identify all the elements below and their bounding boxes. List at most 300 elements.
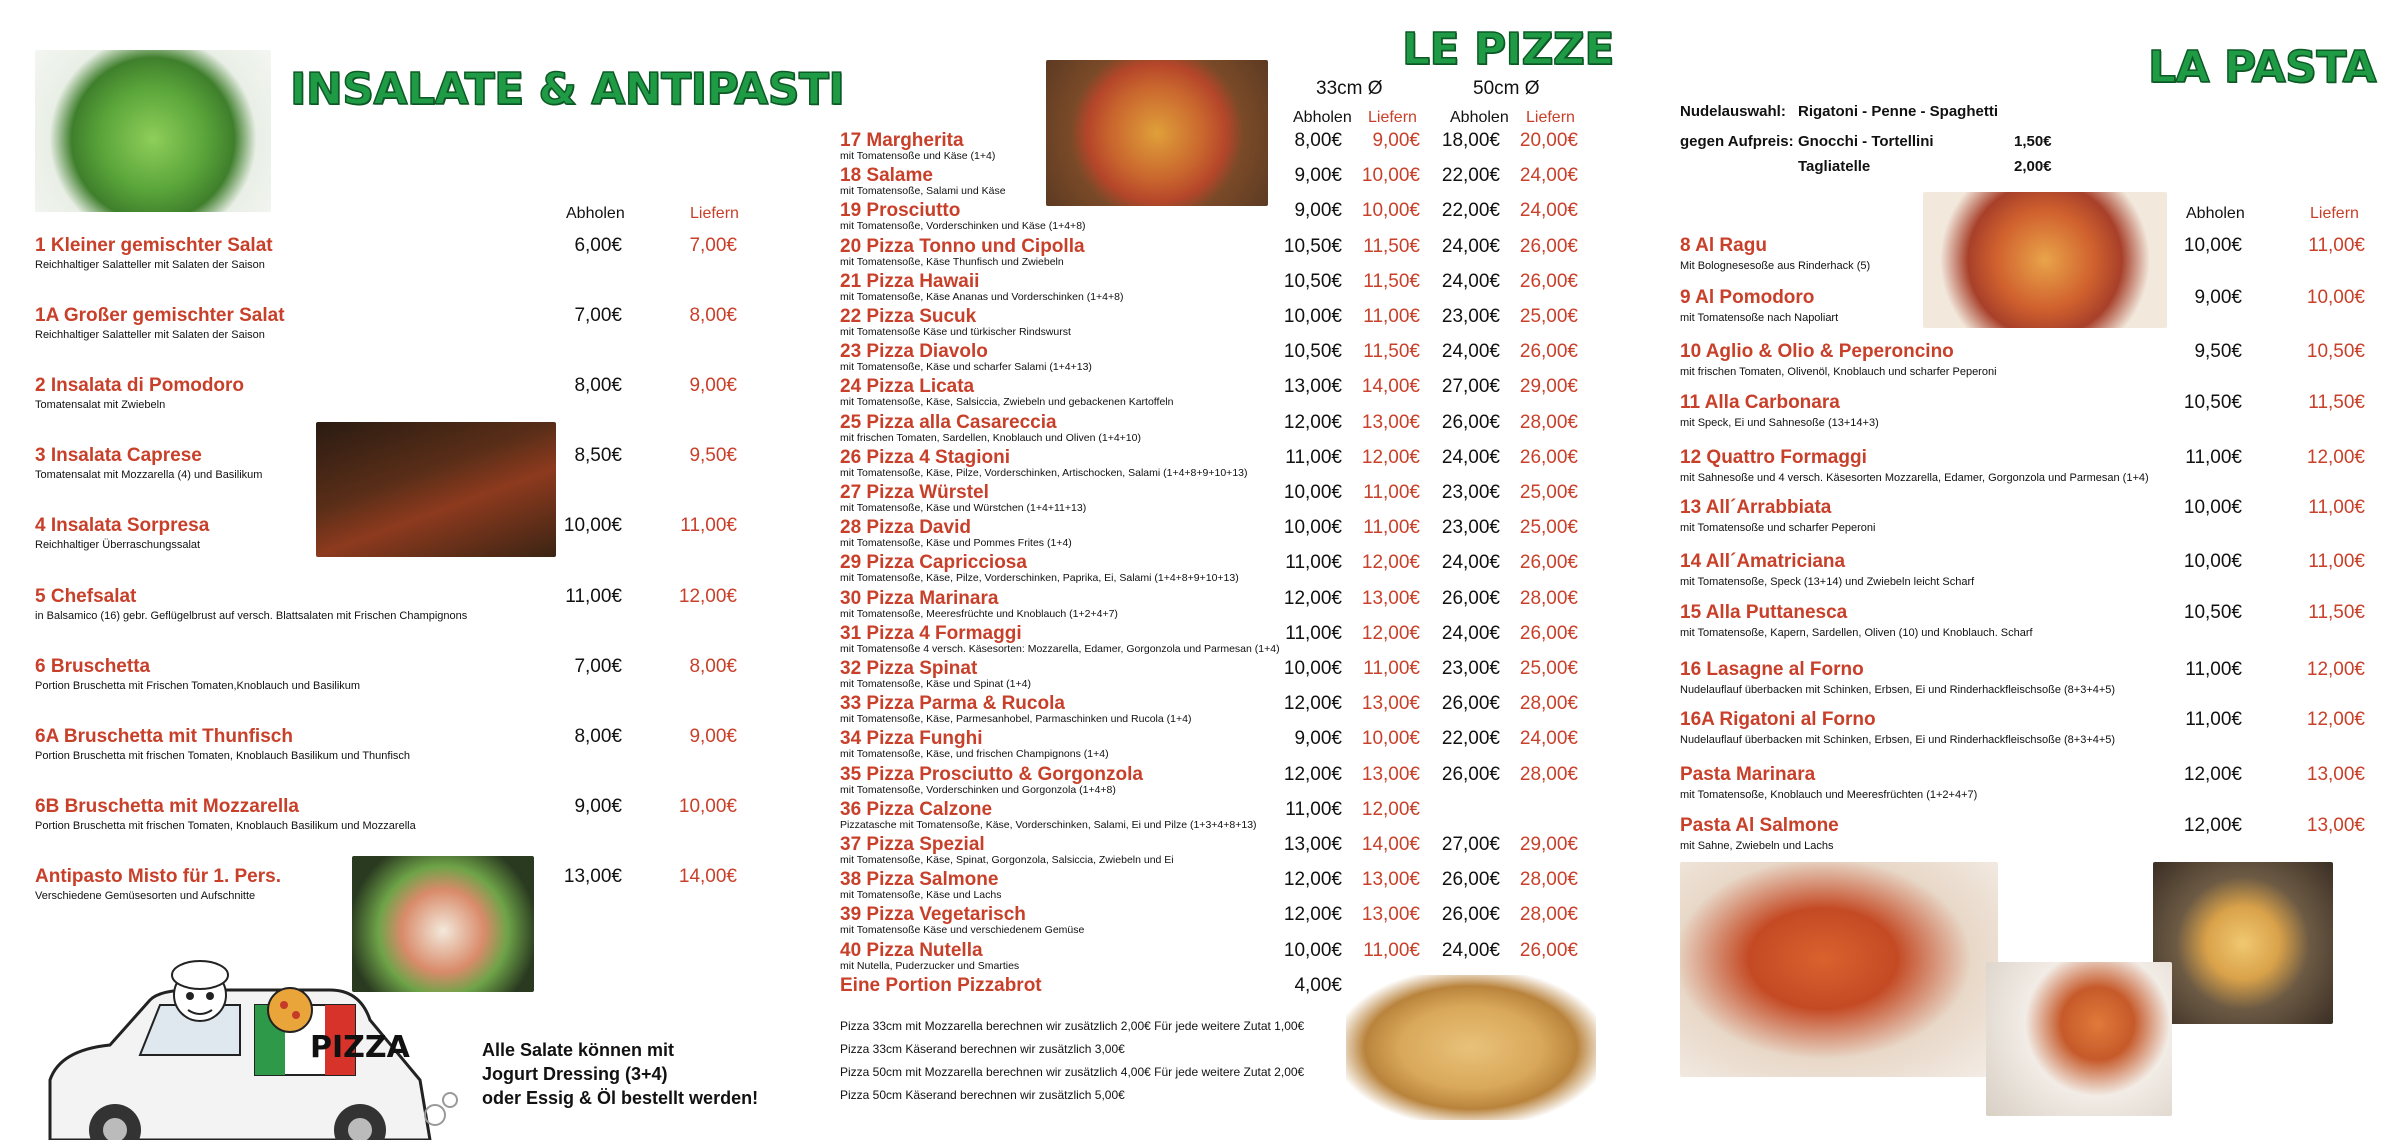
salad-photo [35, 50, 271, 212]
item-price-pickup-50: 23,00€ [1441, 306, 1500, 327]
item-description: mit frischen Tomaten, Sardellen, Knoblauch und Oliven (1+4+10) [840, 432, 1141, 444]
item-name: 8 Al Ragu [1680, 235, 1767, 256]
item-name: 6 Bruschetta [35, 656, 151, 677]
item-price-pickup-50: 24,00€ [1441, 447, 1500, 468]
pizzabread-photo [1346, 975, 1596, 1120]
pizza-header-pickup-50: Abholen [1450, 109, 1509, 126]
surcharge-label: gegen Aufpreis: [1680, 133, 1794, 150]
item-price-delivery: 13,00€ [2306, 764, 2365, 785]
menu-item [820, 271, 1620, 305]
item-price-delivery: 11,00€ [680, 515, 737, 536]
item-name: 27 Pizza Würstel [840, 482, 989, 503]
item-price-delivery: 10,00€ [678, 796, 737, 817]
dressing-note [482, 1038, 758, 1110]
item-name: 25 Pizza alla Casareccia [840, 412, 1057, 433]
menu-item [0, 866, 770, 906]
menu-item [820, 341, 1620, 375]
item-price-pickup-50: 24,00€ [1441, 341, 1500, 362]
menu-item [820, 165, 1620, 199]
pizza-size-33: 33cm Ø [1316, 78, 1383, 99]
gnocchi-photo [2153, 862, 2333, 1024]
item-price-pickup-33: 13,00€ [1283, 376, 1342, 397]
item-price-pickup: 12,00€ [2183, 764, 2242, 785]
item-price-pickup: 10,50€ [2183, 392, 2242, 413]
item-price-pickup-50: 27,00€ [1441, 376, 1500, 397]
menu-item [1680, 392, 2400, 436]
item-description: mit Tomatensoße, Käse und Würstchen (1+4+11+13) [840, 502, 1087, 514]
item-name: 14 All´Amatriciana [1680, 551, 1846, 572]
item-description: mit Tomatensoße, Knoblauch und Meeresfrüchten (1+2+4+7) [1680, 789, 1978, 801]
item-name: 5 Chefsalat [35, 586, 137, 607]
menu-item [820, 588, 1620, 622]
item-price-pickup-50: 26,00€ [1441, 412, 1500, 433]
item-name: 17 Margherita [840, 130, 964, 151]
item-price-pickup: 10,00€ [2183, 551, 2242, 572]
item-name: 30 Pizza Marinara [840, 588, 999, 609]
menu-item [0, 305, 770, 345]
item-name: 40 Pizza Nutella [840, 940, 983, 961]
lasagne-photo [1680, 862, 1998, 1077]
item-price-delivery-33: 11,00€ [1363, 940, 1420, 961]
item-name: 6B Bruschetta mit Mozzarella [35, 796, 299, 817]
item-price-delivery: 11,00€ [2308, 235, 2365, 256]
item-description: mit Tomatensoße, Käse, Salsiccia, Zwiebeln und gebackenen Kartoffeln [840, 396, 1174, 408]
item-price-pickup-33: 10,00€ [1283, 517, 1342, 538]
item-price-pickup-33: 13,00€ [1283, 834, 1342, 855]
item-price-pickup-50: 26,00€ [1441, 693, 1500, 714]
item-name: 26 Pizza 4 Stagioni [840, 447, 1010, 468]
item-price-pickup: 6,00€ [574, 235, 622, 256]
pasta-header-delivery: Liefern [2310, 205, 2359, 222]
item-price-pickup-33: 12,00€ [1283, 869, 1342, 890]
item-description: mit Sahnesoße und 4 versch. Käsesorten Mozzarella, Edamer, Gorgonzola und Parmesan (1+4) [1680, 472, 2149, 484]
menu-item [1680, 447, 2400, 491]
menu-item [0, 235, 770, 275]
item-price-delivery-33: 12,00€ [1361, 447, 1420, 468]
item-name: 29 Pizza Capricciosa [840, 552, 1027, 573]
menu-item [0, 726, 770, 766]
item-name: 34 Pizza Funghi [840, 728, 983, 749]
menu-item [1680, 497, 2400, 541]
item-description: mit Tomatensoße, Käse, Spinat, Gorgonzola, Salsiccia, Zwiebeln und Ei [840, 854, 1174, 866]
item-name: 4 Insalata Sorpresa [35, 515, 210, 536]
item-price-delivery-33: 14,00€ [1361, 376, 1420, 397]
item-price-pickup-33: 9,00€ [1294, 165, 1342, 186]
menu-item [0, 796, 770, 836]
menu-item [0, 375, 770, 415]
menu-item [820, 306, 1620, 340]
item-price-pickup-33: 10,50€ [1283, 271, 1342, 292]
item-description: mit Tomatensoße 4 versch. Käsesorten: Mozzarella, Edamer, Gorgonzola und Parmesan (1+4) [840, 643, 1280, 655]
item-price-delivery-50: 28,00€ [1519, 764, 1578, 785]
item-name: Antipasto Misto für 1. Pers. [35, 866, 281, 887]
item-name: 37 Pizza Spezial [840, 834, 985, 855]
item-price-pickup: 10,50€ [2183, 602, 2242, 623]
item-price-delivery-50: 28,00€ [1519, 412, 1578, 433]
item-price-pickup-33: 9,00€ [1294, 728, 1342, 749]
item-price-pickup-50: 26,00€ [1441, 764, 1500, 785]
item-price-pickup: 11,00€ [2185, 709, 2242, 730]
item-description: mit Tomatensoße und Käse (1+4) [840, 150, 996, 162]
item-description: mit Tomatensoße, Speck (13+14) und Zwiebeln leicht Scharf [1680, 576, 1975, 588]
antipasti-header-delivery: Liefern [690, 205, 739, 222]
item-price-pickup-50: 23,00€ [1441, 658, 1500, 679]
menu-item [820, 482, 1620, 516]
item-price-delivery-33: 13,00€ [1361, 869, 1420, 890]
item-price-delivery-50: 25,00€ [1519, 482, 1578, 503]
item-price-pickup-50: 24,00€ [1441, 623, 1500, 644]
item-price-delivery-50: 28,00€ [1519, 904, 1578, 925]
dressing-note-line: Jogurt Dressing (3+4) [482, 1064, 668, 1084]
item-price-pickup-50: 22,00€ [1441, 165, 1500, 186]
item-name: 15 Alla Puttanesca [1680, 602, 1848, 623]
truck-sign: PIZZA [310, 1030, 410, 1065]
item-price-pickup-33: 9,00€ [1294, 200, 1342, 221]
item-price-pickup: 10,00€ [563, 515, 622, 536]
item-price-delivery: 11,00€ [2308, 497, 2365, 518]
item-price-pickup: 7,00€ [574, 305, 622, 326]
item-price-pickup-33: 10,50€ [1283, 341, 1342, 362]
item-name: 31 Pizza 4 Formaggi [840, 623, 1022, 644]
item-price-delivery: 11,50€ [2308, 392, 2365, 413]
item-price-delivery-50: 24,00€ [1519, 165, 1578, 186]
item-name: 9 Al Pomodoro [1680, 287, 1815, 308]
item-price-pickup-33: 11,00€ [1285, 623, 1342, 644]
item-description: Portion Bruschetta mit frischen Tomaten, Knoblauch Basilikum und Mozzarella [35, 820, 416, 832]
menu-item [820, 693, 1620, 727]
item-price-delivery-50: 26,00€ [1519, 271, 1578, 292]
item-name: 24 Pizza Licata [840, 376, 975, 397]
item-description: mit Tomatensoße, Käse und scharfer Salami (1+4+13) [840, 361, 1092, 373]
item-price-pickup: 11,00€ [565, 586, 622, 607]
item-name: 39 Pizza Vegetarisch [840, 904, 1026, 925]
item-description: mit Speck, Ei und Sahnesoße (13+14+3) [1680, 417, 1879, 429]
item-price-delivery-33: 13,00€ [1361, 764, 1420, 785]
item-price-delivery: 9,00€ [689, 726, 737, 747]
item-price-delivery-33: 12,00€ [1361, 552, 1420, 573]
item-description: mit Tomatensoße, Käse Thunfisch und Zwiebeln [840, 256, 1064, 268]
item-name: 20 Pizza Tonno und Cipolla [840, 236, 1085, 257]
menu-item [820, 799, 1620, 833]
item-price-delivery-50: 26,00€ [1519, 940, 1578, 961]
item-price-pickup: 7,00€ [574, 656, 622, 677]
menu-item [1680, 235, 2400, 279]
item-name: 28 Pizza David [840, 517, 971, 538]
menu-item [820, 447, 1620, 481]
item-price-delivery-50: 26,00€ [1519, 236, 1578, 257]
item-price-delivery-33: 11,00€ [1363, 306, 1420, 327]
item-name: Pasta Al Salmone [1680, 815, 1839, 836]
item-description: mit Tomatensoße, Käse und Lachs [840, 889, 1002, 901]
item-price-pickup: 11,00€ [2185, 447, 2242, 468]
item-price-delivery: 9,00€ [689, 375, 737, 396]
item-price-pickup: 9,50€ [2194, 341, 2242, 362]
item-price-delivery: 11,50€ [2308, 602, 2365, 623]
item-price-delivery-50: 29,00€ [1519, 834, 1578, 855]
pizza-header-pickup-33: Abholen [1293, 109, 1352, 126]
item-name: Pasta Marinara [1680, 764, 1816, 785]
item-price-pickup-33: 10,00€ [1283, 306, 1342, 327]
menu-item [1680, 602, 2400, 646]
pizza-header-delivery-50: Liefern [1526, 109, 1575, 126]
item-price-delivery-33: 11,50€ [1363, 271, 1420, 292]
menu-item [820, 904, 1620, 938]
item-name: 11 Alla Carbonara [1680, 392, 1840, 413]
item-description: Portion Bruschetta mit frischen Tomaten, Knoblauch Basilikum und Thunfisch [35, 750, 411, 762]
item-price-delivery: 12,00€ [678, 586, 737, 607]
item-price-delivery: 8,00€ [689, 656, 737, 677]
item-description: Tomatensalat mit Zwiebeln [35, 399, 166, 411]
item-price-delivery-33: 10,00€ [1361, 200, 1420, 221]
dressing-note-line: Alle Salate können mit [482, 1040, 675, 1060]
antipasti-section [0, 0, 845, 1140]
item-price-pickup-50: 27,00€ [1441, 834, 1500, 855]
dressing-note-line: oder Essig & Öl bestellt werden! [482, 1088, 759, 1108]
item-description: mit Tomatensoße und scharfer Peperoni [1680, 522, 1876, 534]
menu-item [0, 445, 770, 485]
item-price-delivery: 10,50€ [2306, 341, 2365, 362]
item-price-delivery-50: 20,00€ [1519, 130, 1578, 151]
item-price-pickup-33: 12,00€ [1283, 904, 1342, 925]
pizza-section [820, 0, 1620, 1140]
item-name: 13 All´Arrabbiata [1680, 497, 1832, 518]
menu-item [820, 130, 1620, 164]
pasta-section [1680, 0, 2400, 1140]
item-price-pickup: 10,00€ [2183, 497, 2242, 518]
item-name: 3 Insalata Caprese [35, 445, 202, 466]
item-description: mit Nutella, Puderzucker und Smarties [840, 960, 1020, 972]
item-name: 10 Aglio & Olio & Peperoncino [1680, 341, 1954, 362]
item-description: Reichhaltiger Salatteller mit Salaten der Saison [35, 259, 265, 271]
item-price-pickup-33: 12,00€ [1283, 412, 1342, 433]
item-price-delivery-50: 24,00€ [1519, 728, 1578, 749]
item-name: 6A Bruschetta mit Thunfisch [35, 726, 293, 747]
item-price-delivery-50: 26,00€ [1519, 552, 1578, 573]
item-description: mit Tomatensoße, Käse und Pommes Frites (1+4) [840, 537, 1072, 549]
item-price-delivery-50: 28,00€ [1519, 693, 1578, 714]
item-name: 16 Lasagne al Forno [1680, 659, 1864, 680]
item-price-delivery-33: 13,00€ [1361, 904, 1420, 925]
rigatoni-photo [1986, 962, 2172, 1116]
item-description: Verschiedene Gemüsesorten und Aufschnitte [35, 890, 256, 902]
antipasti-title: INSALATE & ANTIPASTI [290, 64, 845, 115]
item-name: 33 Pizza Parma & Rucola [840, 693, 1065, 714]
menu-item [0, 586, 770, 626]
item-price-delivery-50: 28,00€ [1519, 588, 1578, 609]
item-price-delivery-33: 9,00€ [1372, 130, 1420, 151]
item-price-pickup: 13,00€ [563, 866, 622, 887]
item-price-pickup: 11,00€ [2185, 659, 2242, 680]
item-description: in Balsamico (16) gebr. Geflügelbrust auf versch. Blattsalaten mit Frischen Champignons [35, 610, 468, 622]
item-description: mit Tomatensoße, Käse, Parmesanhobel, Parmaschinken und Rucola (1+4) [840, 713, 1192, 725]
item-price-pickup-33: 8,00€ [1294, 130, 1342, 151]
menu-item [820, 728, 1620, 762]
item-price-delivery-50: 26,00€ [1519, 623, 1578, 644]
item-price-pickup: 8,00€ [574, 375, 622, 396]
menu-item [820, 623, 1620, 657]
item-description: mit Tomatensoße, Käse, Pilze, Vorderschinken, Artischocken, Salami (1+4+8+9+10+13) [840, 467, 1248, 479]
item-name: 1 Kleiner gemischter Salat [35, 235, 273, 256]
item-description: mit Tomatensoße nach Napoliart [1680, 312, 1839, 324]
menu-item [1680, 764, 2400, 808]
pizza-header-delivery-33: Liefern [1368, 109, 1417, 126]
item-price-delivery-33: 11,00€ [1363, 517, 1420, 538]
item-price-delivery-33: 11,50€ [1363, 341, 1420, 362]
item-description: mit Tomatensoße, Käse, und frischen Champignons (1+4) [840, 748, 1109, 760]
menu-item [820, 764, 1620, 798]
delivery-truck-illustration [40, 960, 470, 1140]
item-price-pickup-50: 26,00€ [1441, 869, 1500, 890]
item-name: 19 Prosciutto [840, 200, 961, 221]
pasta-header-pickup: Abholen [2186, 205, 2245, 222]
item-price-pickup-33: 10,00€ [1283, 940, 1342, 961]
pizza-note: Pizza 33cm Käserand berechnen wir zusätzlich 3,00€ [840, 1042, 1125, 1056]
item-description: mit Sahne, Zwiebeln und Lachs [1680, 840, 1834, 852]
item-price-delivery-33: 11,00€ [1363, 482, 1420, 503]
item-price-pickup-33: 11,00€ [1285, 552, 1342, 573]
menu-item [1680, 551, 2400, 595]
item-price-delivery: 11,00€ [2308, 551, 2365, 572]
item-description: mit Tomatensoße Käse und verschiedenem Gemüse [840, 924, 1085, 936]
item-price-delivery: 12,00€ [2306, 659, 2365, 680]
item-description: Reichhaltiger Überraschungssalat [35, 539, 201, 551]
item-name: 16A Rigatoni al Forno [1680, 709, 1876, 730]
item-price-delivery-33: 13,00€ [1361, 588, 1420, 609]
menu-item [820, 834, 1620, 868]
item-price-pickup: 12,00€ [2183, 815, 2242, 836]
item-price-pickup-50: 22,00€ [1441, 200, 1500, 221]
item-description: Tomatensalat mit Mozzarella (4) und Basilikum [35, 469, 263, 481]
antipasti-header-pickup: Abholen [566, 205, 625, 222]
item-name: Eine Portion Pizzabrot [840, 975, 1042, 996]
item-name: 22 Pizza Sucuk [840, 306, 977, 327]
item-price-delivery: 7,00€ [689, 235, 737, 256]
menu-item [820, 552, 1620, 586]
pizza-title: LE PIZZE [1402, 24, 1614, 75]
item-price-delivery-33: 13,00€ [1361, 412, 1420, 433]
surcharge-item: Tagliatelle [1798, 158, 1871, 175]
item-description: mit Tomatensoße, Kapern, Sardellen, Oliven (10) und Knoblauch. Scharf [1680, 627, 2033, 639]
item-price-pickup: 8,00€ [574, 726, 622, 747]
item-price-delivery-50: 26,00€ [1519, 341, 1578, 362]
item-description: mit Tomatensoße, Käse Ananas und Vorderschinken (1+4+8) [840, 291, 1124, 303]
item-price-pickup-50: 26,00€ [1441, 904, 1500, 925]
menu-item [1680, 659, 2400, 703]
item-name: 36 Pizza Calzone [840, 799, 993, 820]
item-description: Nudelauflauf überbacken mit Schinken, Erbsen, Ei und Rinderhackfleischsoße (8+3+4+5) [1680, 684, 2116, 696]
menu-item [820, 869, 1620, 903]
item-price-pickup-33: 11,00€ [1285, 447, 1342, 468]
item-price-pickup-33: 12,00€ [1283, 764, 1342, 785]
item-description: Reichhaltiger Salatteller mit Salaten der Saison [35, 329, 265, 341]
item-price-pickup-33: 11,00€ [1285, 799, 1342, 820]
item-price-pickup-33: 10,00€ [1283, 658, 1342, 679]
item-description: Pizzatasche mit Tomatensoße, Käse, Vorderschinken, Salami, Ei und Pilze (1+3+4+8+13) [840, 819, 1257, 831]
item-price-delivery: 10,00€ [2306, 287, 2365, 308]
item-price-pickup-50: 24,00€ [1441, 552, 1500, 573]
item-price-delivery: 14,00€ [678, 866, 737, 887]
item-description: mit Tomatensoße, Vorderschinken und Käse (1+4+8) [840, 220, 1086, 232]
item-price-delivery-50: 28,00€ [1519, 869, 1578, 890]
item-price-pickup-50: 23,00€ [1441, 517, 1500, 538]
item-price-pickup-50: 23,00€ [1441, 482, 1500, 503]
item-price-delivery-50: 26,00€ [1519, 447, 1578, 468]
item-name: 21 Pizza Hawaii [840, 271, 980, 292]
item-price-delivery-33: 12,00€ [1361, 623, 1420, 644]
item-description: mit Tomatensoße, Meeresfrüchte und Knoblauch (1+2+4+7) [840, 608, 1118, 620]
item-price-pickup-33: 10,00€ [1283, 482, 1342, 503]
surcharge-price: 1,50€ [2014, 133, 2052, 150]
item-name: 32 Pizza Spinat [840, 658, 978, 679]
menu-item [820, 236, 1620, 270]
item-price-pickup: 10,00€ [2183, 235, 2242, 256]
menu-item [1680, 287, 2400, 331]
menu-item [820, 517, 1620, 551]
item-price-delivery-50: 25,00€ [1519, 658, 1578, 679]
item-price-pickup-33: 10,50€ [1283, 236, 1342, 257]
item-price-pickup-50: 22,00€ [1441, 728, 1500, 749]
surcharge-item: Gnocchi - Tortellini [1798, 133, 1934, 150]
surcharge-price: 2,00€ [2014, 158, 2052, 175]
item-description: mit Tomatensoße, Vorderschinken und Gorgonzola (1+4+8) [840, 784, 1116, 796]
menu-item [1680, 341, 2400, 385]
item-price-delivery-33: 10,00€ [1361, 165, 1420, 186]
item-price-pickup-33: 4,00€ [1294, 975, 1342, 996]
item-description: mit Tomatensoße, Käse, Pilze, Vorderschinken, Paprika, Ei, Salami (1+4+8+9+10+13) [840, 572, 1239, 584]
item-price-pickup-50: 18,00€ [1441, 130, 1500, 151]
item-name: 38 Pizza Salmone [840, 869, 999, 890]
item-price-pickup: 9,00€ [574, 796, 622, 817]
item-name: 12 Quattro Formaggi [1680, 447, 1867, 468]
item-price-delivery-50: 24,00€ [1519, 200, 1578, 221]
item-price-pickup: 9,00€ [2194, 287, 2242, 308]
pasta-title: LA PASTA [2148, 42, 2377, 93]
item-description: Mit Bolognesesoße aus Rinderhack (5) [1680, 260, 1871, 272]
pizza-note: Pizza 33cm mit Mozzarella berechnen wir zusätzlich 2,00€ Für jede weitere Zutat 1,00€ [840, 1019, 1305, 1033]
item-price-pickup: 8,50€ [574, 445, 622, 466]
item-price-delivery: 13,00€ [2306, 815, 2365, 836]
item-price-delivery: 12,00€ [2306, 709, 2365, 730]
item-price-pickup-50: 24,00€ [1441, 271, 1500, 292]
item-price-pickup-50: 24,00€ [1441, 940, 1500, 961]
item-price-pickup-33: 12,00€ [1283, 588, 1342, 609]
item-name: 18 Salame [840, 165, 933, 186]
item-description: Nudelauflauf überbacken mit Schinken, Erbsen, Ei und Rinderhackfleischsoße (8+3+4+5) [1680, 734, 2116, 746]
item-price-pickup-50: 26,00€ [1441, 588, 1500, 609]
item-price-delivery: 8,00€ [689, 305, 737, 326]
item-price-delivery-33: 14,00€ [1361, 834, 1420, 855]
item-price-delivery: 9,50€ [689, 445, 737, 466]
item-price-delivery-33: 11,50€ [1363, 236, 1420, 257]
menu-item [0, 515, 770, 555]
item-description: mit Tomatensoße Käse und türkischer Rindswurst [840, 326, 1071, 338]
item-name: 1A Großer gemischter Salat [35, 305, 285, 326]
menu-item [820, 658, 1620, 692]
menu-item [820, 412, 1620, 446]
item-price-delivery-33: 10,00€ [1361, 728, 1420, 749]
item-price-delivery-33: 11,00€ [1363, 658, 1420, 679]
menu-item [820, 376, 1620, 410]
item-description: mit Tomatensoße, Salami und Käse [840, 185, 1006, 197]
item-price-delivery: 12,00€ [2306, 447, 2365, 468]
item-name: 23 Pizza Diavolo [840, 341, 988, 362]
item-price-delivery-50: 25,00€ [1519, 306, 1578, 327]
item-price-delivery-50: 25,00€ [1519, 517, 1578, 538]
item-price-delivery-33: 13,00€ [1361, 693, 1420, 714]
menu-item [820, 940, 1620, 974]
item-name: 2 Insalata di Pomodoro [35, 375, 245, 396]
item-description: mit Tomatensoße, Käse und Spinat (1+4) [840, 678, 1031, 690]
